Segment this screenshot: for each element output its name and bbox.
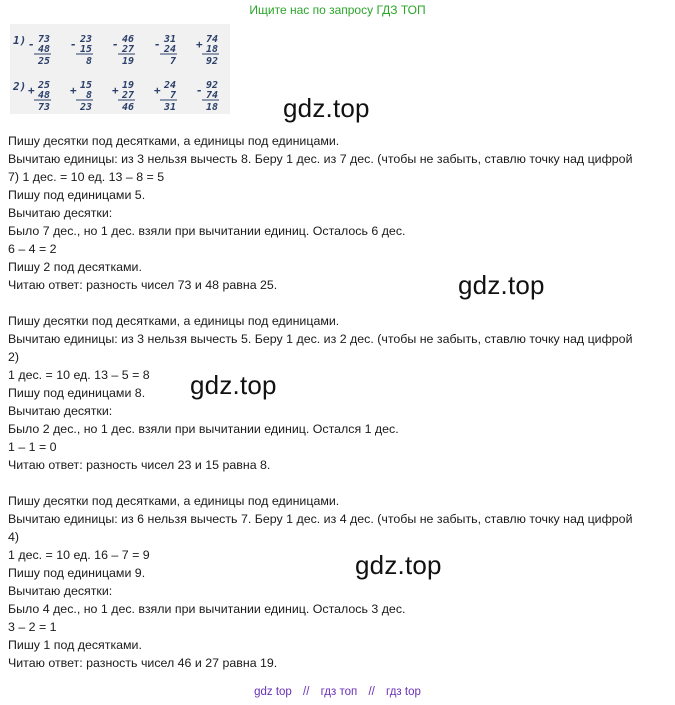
explanation-section-2 — [8, 312, 670, 474]
operation-sign: + — [196, 38, 203, 51]
footer-separator: // — [303, 686, 310, 698]
watermark: gdz.top — [458, 270, 545, 300]
text-line: Вычитаю десятки: — [8, 404, 113, 418]
second-operand: 15 — [79, 44, 92, 55]
second-operand: 27 — [121, 90, 134, 101]
explanation-section-3 — [8, 492, 670, 672]
operation-sign: + — [28, 84, 35, 97]
second-operand: 7 — [169, 90, 176, 101]
first-operand: 24 — [163, 80, 176, 91]
operation-sign: - — [154, 38, 161, 51]
text-line: 7) 1 дес. = 10 ед. 13 – 8 = 5 — [8, 170, 165, 184]
operation-sign: - — [70, 38, 77, 51]
text-line: Читаю ответ: разность чисел 73 и 48 равна 25. — [8, 278, 278, 292]
first-operand: 15 — [79, 80, 92, 91]
text-line: 6 – 4 = 2 — [8, 242, 57, 256]
handwritten-columns — [10, 24, 230, 114]
footer-link[interactable]: gdz top — [254, 686, 292, 698]
first-operand: 25 — [37, 80, 50, 91]
result-value: 73 — [37, 102, 50, 113]
text-line: Пишу под единицами 5. — [8, 188, 146, 202]
operation-sign: + — [70, 84, 77, 97]
text-line: 3 – 2 = 1 — [8, 620, 57, 634]
text-line: Было 2 дес., но 1 дес. взяли при вычитании единиц. Остался 1 дес. — [8, 422, 399, 436]
operation-sign: - — [196, 84, 203, 97]
handwritten-solution-image — [10, 24, 230, 114]
exercise-number: 1) — [13, 34, 27, 47]
first-operand: 31 — [163, 34, 176, 45]
result-value: 7 — [169, 56, 176, 67]
text-line: Вычитаю единицы: из 3 нельзя вычесть 5. Беру 1 дес. из 2 дес. (чтобы не забыть, ставлю точку над цифрой — [8, 332, 633, 346]
footer-separator: // — [368, 686, 375, 698]
footer-link[interactable]: гдз топ — [320, 686, 358, 698]
text-line: Пишу под единицами 9. — [8, 566, 146, 580]
operation-sign: - — [28, 38, 35, 51]
result-value: 31 — [163, 102, 176, 113]
text-line: Было 4 дес., но 1 дес. взяли при вычитании единиц. Осталось 3 дес. — [8, 602, 406, 616]
result-value: 23 — [79, 102, 92, 113]
first-operand: 23 — [79, 34, 92, 45]
text-line: Вычитаю десятки: — [8, 584, 113, 598]
first-operand: 73 — [37, 34, 50, 45]
result-value: 8 — [85, 56, 92, 67]
result-value: 25 — [37, 56, 50, 67]
operation-sign: + — [112, 84, 119, 97]
explanation-section-1 — [8, 132, 670, 294]
text-line: 4) — [8, 530, 20, 544]
watermark: gdz.top — [190, 370, 277, 400]
text-line: Читаю ответ: разность чисел 46 и 27 равна 19. — [8, 656, 278, 670]
text-line: 2) — [8, 350, 20, 364]
text-line: Было 7 дес., но 1 дес. взяли при вычитании единиц. Осталось 6 дес. — [8, 224, 406, 238]
footer-link[interactable]: гдз top — [386, 686, 421, 698]
search-hint-link[interactable]: Ищите нас по запросу ГДЗ ТОП — [249, 3, 426, 17]
text-line: Вычитаю десятки: — [8, 206, 113, 220]
second-operand: 8 — [85, 90, 92, 101]
text-line: Пишу десятки под десятками, а единицы под единицами. — [8, 134, 340, 148]
text-line: Пишу под единицами 8. — [8, 386, 146, 400]
text-line: Вычитаю единицы: из 6 нельзя вычесть 7. Беру 1 дес. из 4 дес. (чтобы не забыть, ставлю точку над цифрой — [8, 512, 633, 526]
watermark: gdz.top — [283, 93, 370, 123]
result-value: 46 — [121, 102, 134, 113]
result-value: 18 — [205, 102, 218, 113]
exercise-number: 2) — [13, 80, 27, 93]
text-line: Пишу десятки под десятками, а единицы под единицами. — [8, 494, 340, 508]
second-operand: 48 — [37, 44, 50, 55]
operation-sign: + — [154, 84, 161, 97]
second-operand: 27 — [121, 44, 134, 55]
first-operand: 46 — [121, 34, 134, 45]
second-operand: 74 — [205, 90, 218, 101]
text-line: 1 дес. = 10 ед. 13 – 5 = 8 — [8, 368, 150, 382]
second-operand: 24 — [163, 44, 176, 55]
result-value: 92 — [205, 56, 218, 67]
second-operand: 18 — [205, 44, 218, 55]
first-operand: 74 — [205, 34, 218, 45]
operation-sign: - — [112, 38, 119, 51]
footer-links — [0, 686, 675, 698]
text-line: Пишу десятки под десятками, а единицы под единицами. — [8, 314, 340, 328]
watermark: gdz.top — [355, 550, 442, 580]
text-line: Вычитаю единицы: из 3 нельзя вычесть 8. Беру 1 дес. из 7 дес. (чтобы не забыть, ставлю точку над цифрой — [8, 152, 633, 166]
text-line: Пишу 1 под десятками. — [8, 638, 142, 652]
text-line: Читаю ответ: разность чисел 23 и 15 равна 8. — [8, 458, 271, 472]
text-line: 1 дес. = 10 ед. 16 – 7 = 9 — [8, 548, 150, 562]
text-line: Пишу 2 под десятками. — [8, 260, 142, 274]
second-operand: 48 — [37, 90, 50, 101]
first-operand: 19 — [121, 80, 134, 91]
first-operand: 92 — [205, 80, 218, 91]
result-value: 19 — [121, 56, 134, 67]
text-line: 1 – 1 = 0 — [8, 440, 57, 454]
